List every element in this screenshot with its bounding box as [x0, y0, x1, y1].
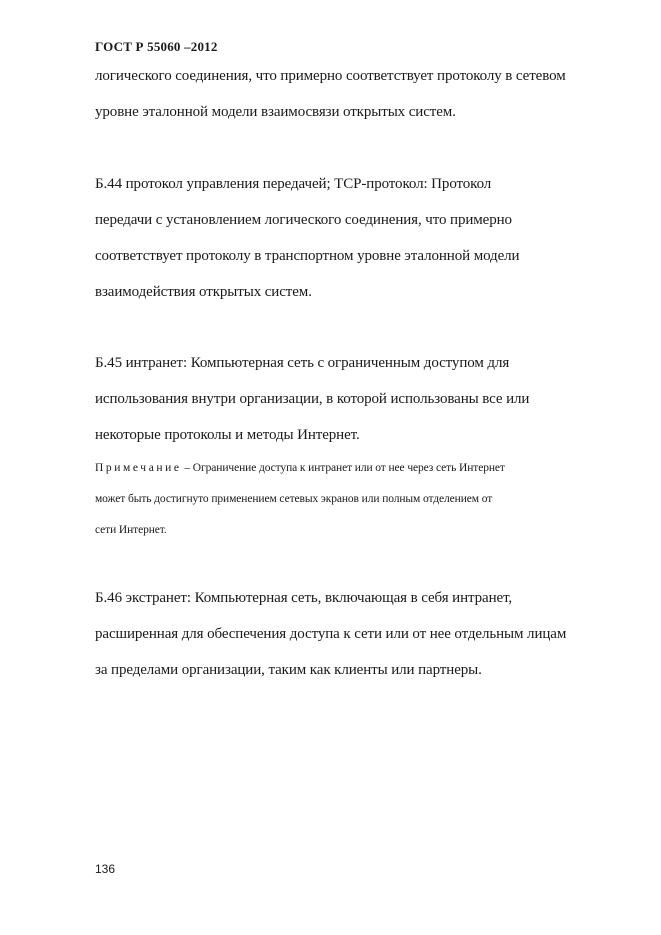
text-line: взаимодействия открытых систем. [95, 284, 312, 300]
note-line: может быть достигнуто применением сетевых экранов или полным отделением от [95, 493, 493, 505]
term-b46-line: Б.46 экстранет: Компьютерная сеть, включающая в себя интранет, [95, 590, 513, 606]
note-line [95, 462, 505, 474]
page-number: 136 [95, 862, 116, 876]
text-line: логического соединения, что примерно соответствует протоколу в сетевом [95, 68, 566, 84]
document-header: ГОСТ Р 55060 –2012 [95, 39, 218, 54]
text-line: использования внутри организации, в которой использованы все или [95, 391, 530, 407]
term-b45-line: Б.45 интранет: Компьютерная сеть с ограниченным доступом для [95, 355, 510, 371]
text-line: соответствует протоколу в транспортном уровне эталонной модели [95, 248, 520, 264]
text-line: уровне эталонной модели взаимосвязи открытых систем. [95, 104, 456, 120]
text-line: передачи с установлением логического соединения, что примерно [95, 212, 512, 228]
term-b44-line: Б.44 протокол управления передачей; TCP-протокол: Протокол [95, 176, 492, 192]
note-text: – Ограничение доступа к интранет или от нее через сеть Интернет [181, 462, 505, 474]
note-label: Примечание [95, 462, 182, 474]
text-line: некоторые протоколы и методы Интернет. [95, 427, 360, 443]
text-line: за пределами организации, таким как клиенты или партнеры. [95, 662, 482, 678]
note-line: сети Интернет. [95, 524, 167, 536]
text-line: расширенная для обеспечения доступа к сети или от нее отдельным лицам [95, 626, 567, 642]
